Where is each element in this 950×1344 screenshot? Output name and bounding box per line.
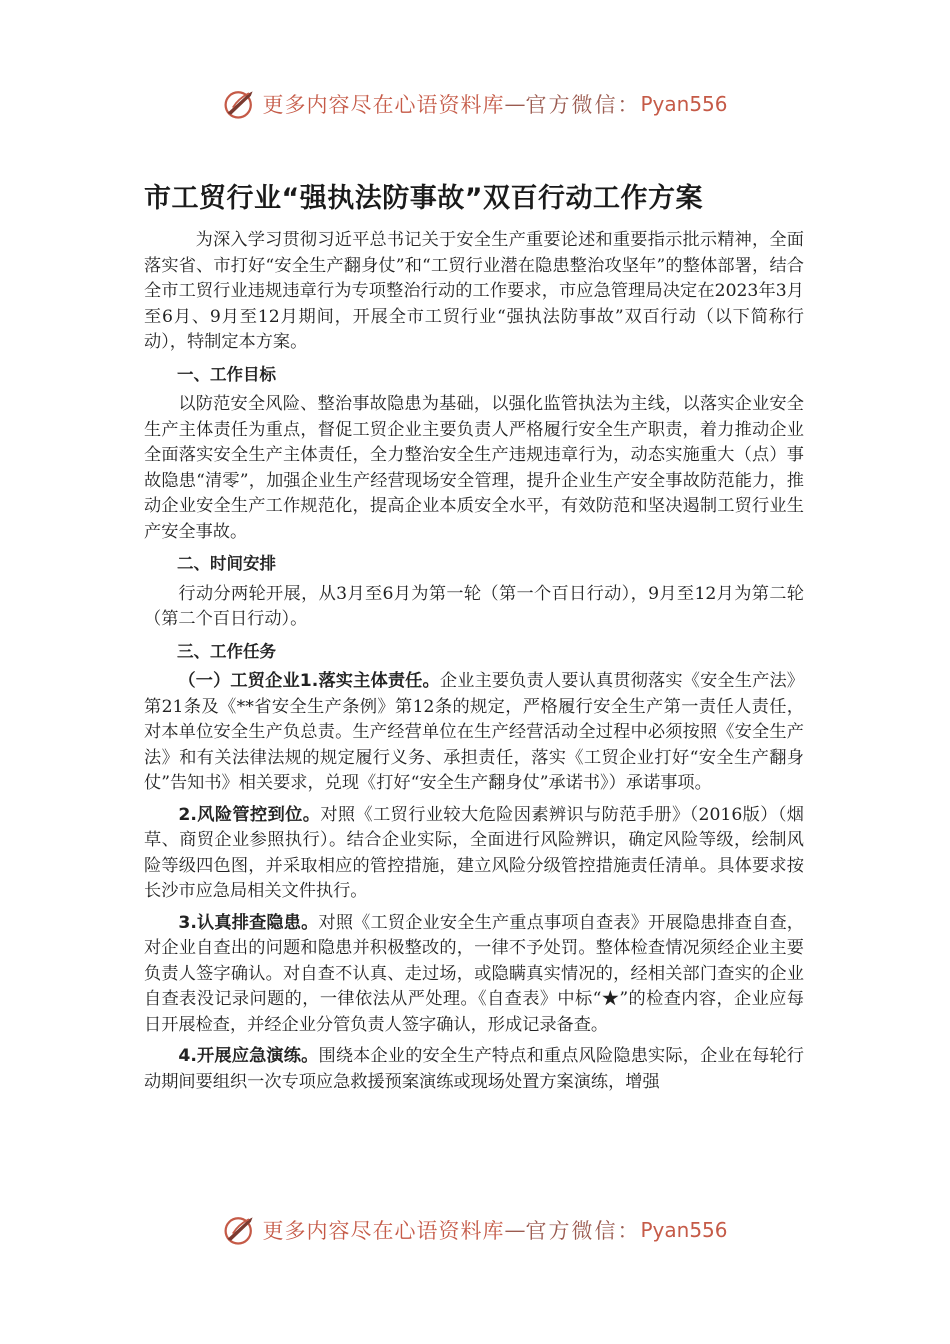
banner-text: 更多内容尽在心语资料库	[262, 93, 505, 117]
document-body	[144, 228, 804, 1101]
task4-lead: 4.开展应急演练。	[178, 1046, 319, 1066]
document-title: 市工贸行业“强执法防事故”双百行动工作方案	[144, 183, 703, 214]
task2-text: 对照《工贸行业较大危险因素辨识与防范手册》（2016版）（烟草、商贸企业参照执行）。结合企业实际，全面进行风险辨识，确定风险等级，绘制风险等级四色图，并采取相应的管控措施，建立风险分级管控措施责任清单。具体要求按长沙市应急局相关文件执行。	[144, 804, 804, 901]
banner-wechat-id: Pyan556	[640, 92, 728, 116]
header-banner	[0, 84, 950, 124]
task1-paragraph	[144, 669, 804, 797]
section-heading-goal: 一、工作目标	[177, 364, 276, 384]
task4-text: 围绕本企业的安全生产特点和重点风险隐患实际，企业在每轮行动期间要组织一次专项应急救援预案演练或现场处置方案演练，增强	[144, 1046, 804, 1092]
task1-lead: （一）工贸企业1.落实主体责任。	[178, 671, 440, 691]
task2-lead: 2.风险管控到位。	[178, 804, 321, 825]
task4-paragraph	[144, 1044, 804, 1095]
banner-separator: —	[504, 92, 526, 116]
task3-text: 对照《工贸企业安全生产重点事项自查表》开展隐患排查自查，对企业自查出的问题和隐患并积极整改的，一律不予处罚。整体检查情况须经企业主要负责人签字确认。对自查不认真、走过场，或隐瞒真实情况的，经相关部门查实的企业自查表没记录问题的，一律依法从严处理。《自查表》中标“★”的检查内容，企业应每日开展检查，并经企业分管负责人签字确认，形成记录备查。	[144, 912, 804, 1035]
section-heading-tasks: 三、工作任务	[177, 641, 276, 661]
task3-paragraph	[144, 911, 804, 1039]
banner-wechat-label: 官方微信：	[525, 1219, 641, 1243]
banner-separator: —	[504, 1218, 526, 1242]
footer-banner	[0, 1210, 950, 1250]
intro-paragraph: 为深入学习贯彻习近平总书记关于安全生产重要论述和重要指示批示精神，全面落实省、市打好“安全生产翻身仗”和“工贸行业潜在隐患整治攻坚年”的整体部署，结合全市工贸行业违规违章行为专项整治行动的工作要求，市应急管理局决定在2023年3月至6月、9月至12月期间，开展全市工贸行业“强执法防事故”双百行动（以下简称行动），特制定本方案。	[144, 230, 804, 352]
task1-text: 企业主要负责人要认真贯彻落实《安全生产法》第21条及《**省安全生产条例》第12条的规定，严格履行安全生产第一责任人责任，对本单位安全生产负总责。生产经营单位在生产经营活动全过程中必须按照《安全生产法》和有关法律法规的规定履行义务、承担责任，落实《工贸企业打好“安全生产翻身仗”告知书》相关要求，兑现《打好“安全生产翻身仗”承诺书》）承诺事项。	[144, 671, 804, 793]
task3-lead: 3.认真排查隐患。	[178, 912, 319, 933]
quill-logo-icon	[222, 86, 258, 122]
task2-paragraph	[144, 803, 804, 905]
banner-wechat-label: 官方微信：	[525, 93, 641, 117]
time-paragraph: 行动分两轮开展，从3月至6月为第一轮（第一个百日行动），9月至12月为第二轮（第二个百日行动）。	[144, 583, 804, 629]
banner-wechat-id: Pyan556	[640, 1218, 728, 1242]
quill-logo-icon	[222, 1212, 258, 1248]
section-heading-time: 二、时间安排	[177, 554, 276, 573]
goal-paragraph: 以防范安全风险、整治事故隐患为基础，以强化监管执法为主线，以落实企业安全生产主体责任为重点，督促工贸企业主要负责人严格履行安全生产职责，着力推动企业全面落实安全生产主体责任，全力整治安全生产违规违章行为，动态实施重大（点）事故隐患“清零”，加强企业生产经营现场安全管理，提升企业生产安全事故防范能力，推动企业安全生产工作规范化，提高企业本质安全水平，有效防范和坚决遏制工贸行业生产安全事故。	[144, 394, 804, 542]
banner-text: 更多内容尽在心语资料库	[262, 1219, 505, 1243]
